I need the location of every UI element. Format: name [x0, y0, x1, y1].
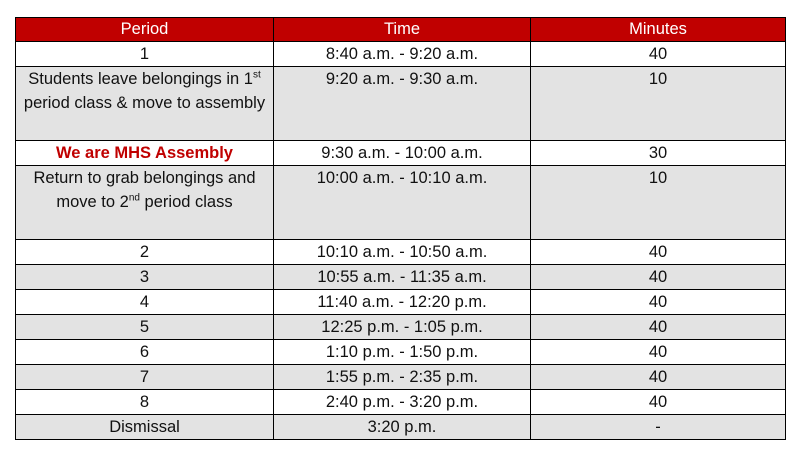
table-row — [16, 390, 786, 415]
time-cell: 11:40 a.m. - 12:20 p.m. — [274, 290, 531, 315]
minutes-cell: 30 — [531, 141, 786, 166]
table-row — [16, 340, 786, 365]
ordinal-suffix: st — [252, 69, 261, 81]
time-cell: 9:30 a.m. - 10:00 a.m. — [274, 141, 531, 166]
minutes-cell: 40 — [531, 340, 786, 365]
table-row — [16, 42, 786, 67]
period-cell: 4 — [16, 290, 274, 315]
period-cell: Dismissal — [16, 415, 274, 440]
time-cell: 12:25 p.m. - 1:05 p.m. — [274, 315, 531, 340]
header-row — [16, 18, 786, 42]
period-cell: 6 — [16, 340, 274, 365]
time-cell: 2:40 p.m. - 3:20 p.m. — [274, 390, 531, 415]
time-cell: 10:00 a.m. - 10:10 a.m. — [274, 166, 531, 240]
minutes-cell: 40 — [531, 42, 786, 67]
schedule-table — [15, 17, 786, 440]
time-cell: 3:20 p.m. — [274, 415, 531, 440]
period-cell: 3 — [16, 265, 274, 290]
period-text-start: Return to grab belongings and move to 2 — [33, 169, 256, 211]
period-cell — [16, 67, 274, 141]
period-cell — [16, 166, 274, 240]
table-row — [16, 290, 786, 315]
header-minutes: Minutes — [531, 18, 786, 42]
table-row — [16, 166, 786, 240]
assembly-period-cell: We are MHS Assembly — [16, 141, 274, 166]
ordinal-suffix: nd — [128, 192, 140, 204]
time-cell: 9:20 a.m. - 9:30 a.m. — [274, 67, 531, 141]
period-cell: 7 — [16, 365, 274, 390]
period-text-start: Students leave belongings in 1 — [28, 70, 253, 88]
minutes-cell: 10 — [531, 166, 786, 240]
time-cell: 10:10 a.m. - 10:50 a.m. — [274, 240, 531, 265]
period-text-end: period class — [139, 193, 233, 211]
table-row — [16, 67, 786, 141]
table-row — [16, 265, 786, 290]
table-row — [16, 141, 786, 166]
minutes-cell: - — [531, 415, 786, 440]
minutes-cell: 40 — [531, 265, 786, 290]
time-cell: 10:55 a.m. - 11:35 a.m. — [274, 265, 531, 290]
minutes-cell: 40 — [531, 240, 786, 265]
header-period: Period — [16, 18, 274, 42]
table-row — [16, 240, 786, 265]
minutes-cell: 10 — [531, 67, 786, 141]
table-row — [16, 365, 786, 390]
period-cell: 1 — [16, 42, 274, 67]
minutes-cell: 40 — [531, 315, 786, 340]
minutes-cell: 40 — [531, 290, 786, 315]
table-row — [16, 415, 786, 440]
period-text-end: period class & move to assembly — [23, 94, 266, 112]
table-row — [16, 315, 786, 340]
minutes-cell: 40 — [531, 365, 786, 390]
time-cell: 8:40 a.m. - 9:20 a.m. — [274, 42, 531, 67]
minutes-cell: 40 — [531, 390, 786, 415]
time-cell: 1:10 p.m. - 1:50 p.m. — [274, 340, 531, 365]
header-time: Time — [274, 18, 531, 42]
period-cell: 5 — [16, 315, 274, 340]
period-cell: 2 — [16, 240, 274, 265]
time-cell: 1:55 p.m. - 2:35 p.m. — [274, 365, 531, 390]
period-cell: 8 — [16, 390, 274, 415]
